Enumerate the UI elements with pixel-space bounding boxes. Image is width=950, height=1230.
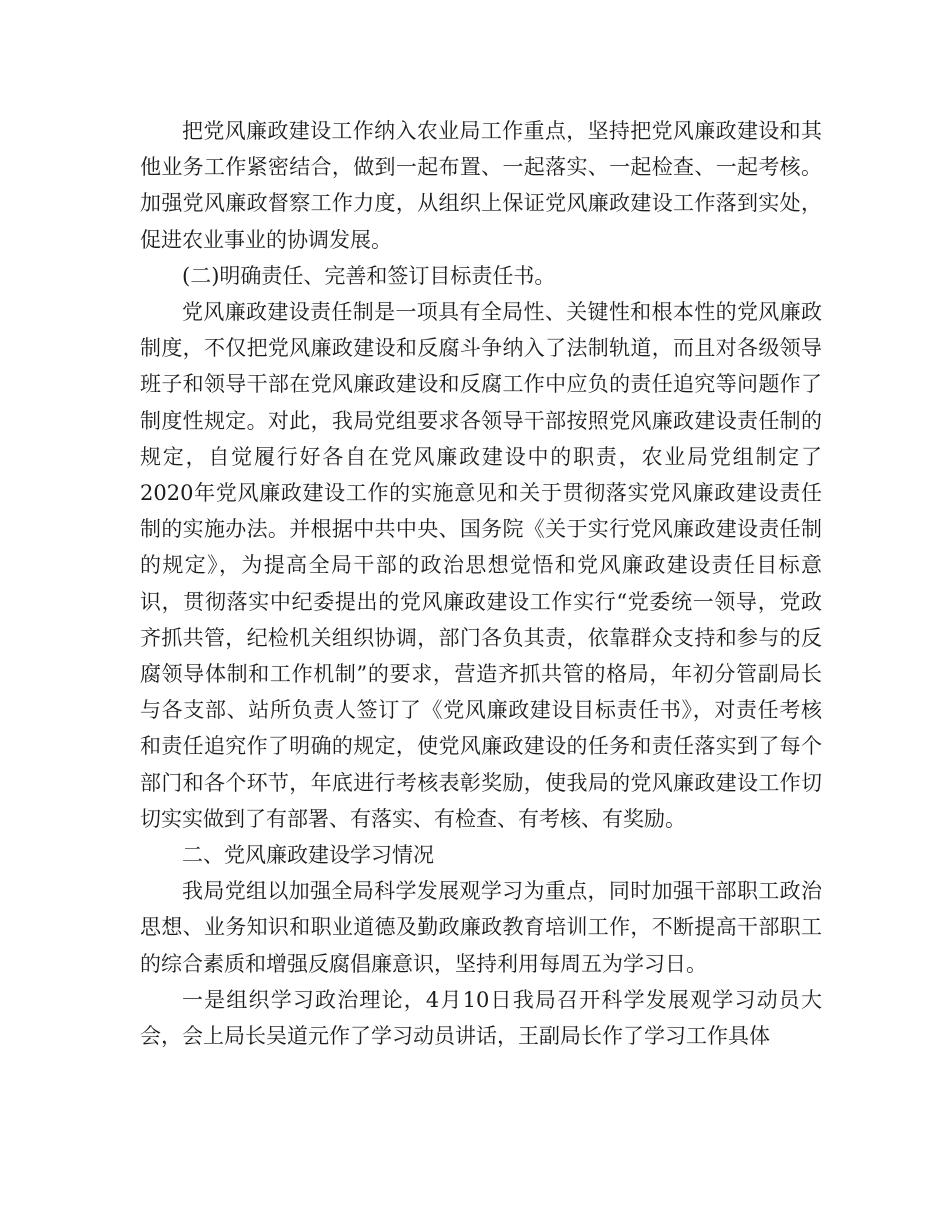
paragraph-study-overview: 我局党组以加强全局科学发展观学习为重点，同时加强干部职工政治思想、业务知识和职业道德及勤政廉政教育培训工作，不断提高干部职工的综合素质和增强反腐倡廉意识，坚持利用每周五为学习日。 <box>140 879 822 976</box>
document-body <box>140 113 822 1054</box>
paragraph-responsibility-system: 党风廉政建设责任制是一项具有全局性、关键性和根本性的党风廉政制度，不仅把党风廉政建设和反腐斗争纳入了法制轨道，而且对各级领导班子和领导干部在党风廉政建设和反腐工作中应负的责任追究等问题作了制度性规定。对此，我局党组要求各领导干部按照党风廉政建设责任制的规定，自觉履行好各自在党风廉政建设中的职责，农业局党组制定了2020年党风廉政建设工作的实施意见和关于贯彻落实党风廉政建设责任制的实施办法。并根据中共中央、国务院《关于实行党风廉政建设责任制的规定》，为提高全局干部的政治思想觉悟和党风廉政建设责任目标意识，贯彻落实中纪委提出的党风廉政建设工作实行“党委统一领导，党政齐抓共管，纪检机关组织协调，部门各负其责，依靠群众支持和参与的反腐领导体制和工作机制”的要求，营造齐抓共管的格局，年初分管副局长与各支部、站所负责人签订了《党风廉政建设目标责任书》，对责任考核和责任追究作了明确的规定，使党风廉政建设的任务和责任落实到了每个部门和各个环节，年底进行考核表彰奖励，使我局的党风廉政建设工作切切实实做到了有部署、有落实、有检查、有考核、有奖励。 <box>140 300 822 831</box>
paragraph-integration: 把党风廉政建设工作纳入农业局工作重点，坚持把党风廉政建设和其他业务工作紧密结合，做到一起布置、一起落实、一起检查、一起考核。加强党风廉政督察工作力度，从组织上保证党风廉政建设工作落到实处，促进农业事业的协调发展。 <box>140 119 822 252</box>
paragraph-political-theory: 一是组织学习政治理论，4月10日我局召开科学发展观学习动员大会，会上局长吴道元作了学习动员讲话，王副局长作了学习工作具体 <box>140 987 822 1049</box>
section-heading-study: 二、党风廉政建设学习情况 <box>182 843 434 868</box>
section-heading-responsibility: (二)明确责任、完善和签订目标责任书。 <box>182 263 556 288</box>
